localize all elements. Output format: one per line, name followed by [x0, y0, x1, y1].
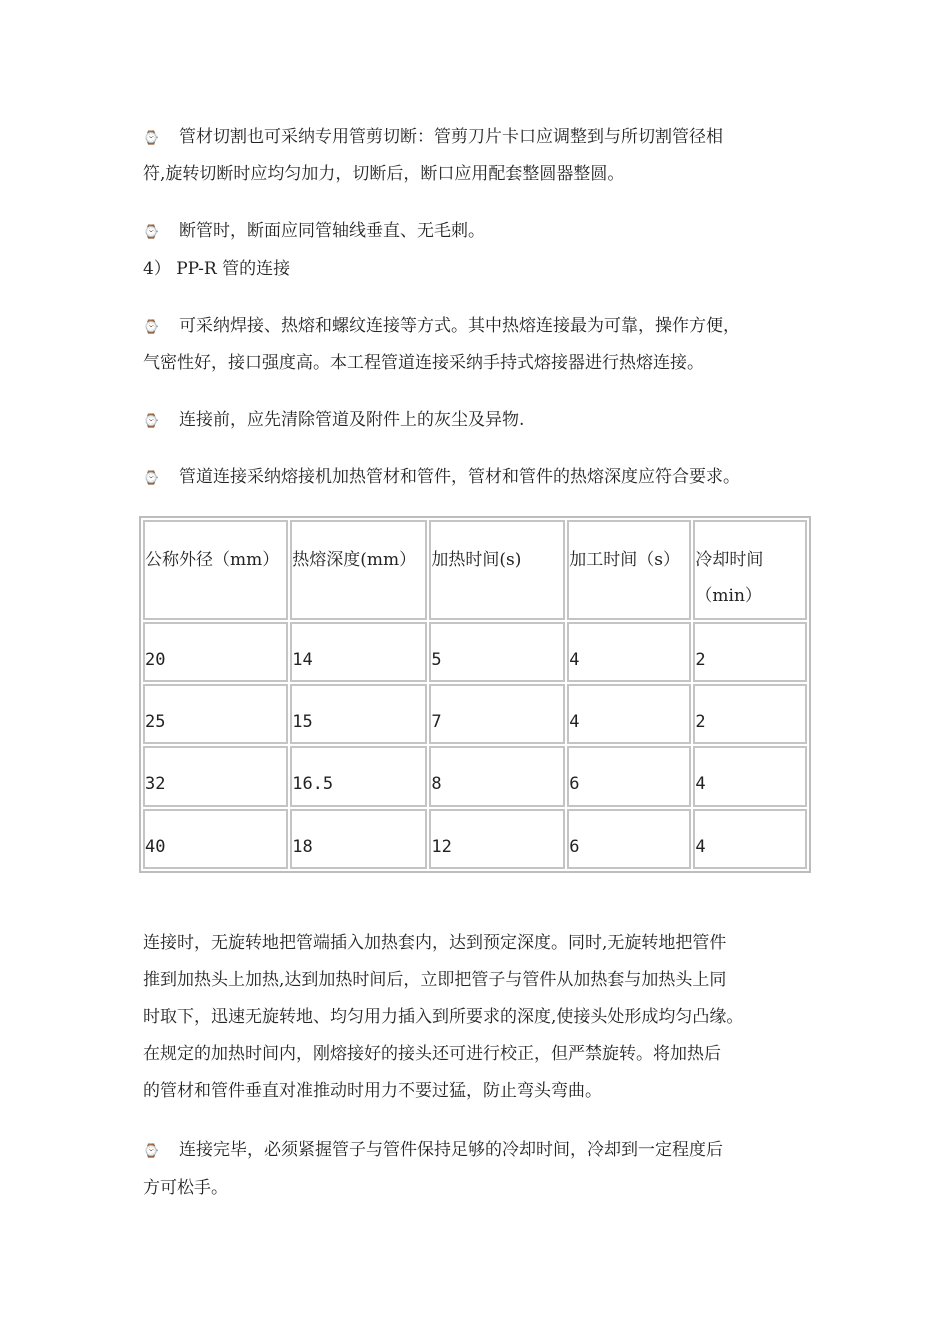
clock-bullet-icon: ⌚ — [143, 225, 160, 240]
paragraph-line: 时取下，迅速无旋转地、均匀用力插入到所要求的深度,使接头处形成均匀凸缘。 — [143, 1007, 744, 1027]
table-cell: 7 — [429, 684, 565, 744]
paragraph-line: 符,旋转切断时应均匀加力，切断后，断口应用配套整圆器整圆。 — [143, 164, 625, 184]
paragraph-text: 断管时，断面应同管轴线垂直、无毛刺。 — [179, 221, 485, 241]
table-cell: 4 — [567, 622, 691, 682]
paragraph-line: 连接时，无旋转地把管端插入加热套内，达到预定深度。同时,无旋转地把管件 — [143, 933, 727, 953]
table-cell: 4 — [567, 684, 691, 744]
table-cell: 5 — [429, 622, 565, 682]
table-header-cell: 热熔深度(mm） — [290, 520, 427, 620]
table-cell: 16.5 — [290, 746, 427, 806]
clock-bullet-icon: ⌚ — [143, 471, 160, 486]
clock-bullet-icon: ⌚ — [143, 414, 160, 429]
table-header-row — [143, 520, 807, 620]
table-cell: 14 — [290, 622, 427, 682]
clock-bullet-icon: ⌚ — [143, 131, 160, 146]
paragraph-text: 连接前，应先清除管道及附件上的灰尘及异物. — [179, 410, 525, 430]
hot-melt-spec-table — [139, 516, 811, 873]
paragraph-line: 推到加热头上加热,达到加热时间后，立即把管子与管件从加热套与加热头上同 — [143, 970, 727, 990]
table-cell: 4 — [693, 746, 807, 806]
table-cell: 4 — [693, 809, 807, 869]
paragraph-text: 管材切割也可采纳专用管剪切断：管剪刀片卡口应调整到与所切割管径相 — [179, 127, 723, 147]
paragraph-line — [143, 221, 485, 243]
table-cell: 2 — [693, 684, 807, 744]
paragraph-line — [143, 410, 524, 432]
table-cell: 2 — [693, 622, 807, 682]
table-header-cell: 加工时间（s） — [567, 520, 691, 620]
section-heading: 4） PP-R 管的连接 — [143, 259, 291, 279]
table-cell: 15 — [290, 684, 427, 744]
table-row — [143, 746, 807, 806]
paragraph-line — [143, 316, 740, 338]
clock-bullet-icon: ⌚ — [143, 320, 160, 335]
table-cell: 6 — [567, 746, 691, 806]
paragraph-text: 可采纳焊接、热熔和螺纹连接等方式。其中热熔连接最为可靠，操作方便， — [179, 316, 740, 336]
paragraph-line: 的管材和管件垂直对准推动时用力不要过猛，防止弯头弯曲。 — [143, 1081, 602, 1101]
table-header-cell: 冷却时间（min） — [693, 520, 807, 620]
table-cell: 6 — [567, 809, 691, 869]
paragraph-text: 管道连接采纳熔接机加热管材和管件，管材和管件的热熔深度应符合要求。 — [179, 467, 740, 487]
paragraph-line: 方可松手。 — [143, 1178, 228, 1198]
table-cell: 20 — [143, 622, 288, 682]
table-header-cell: 加热时间(s) — [429, 520, 565, 620]
paragraph-line — [143, 127, 723, 149]
table-cell: 8 — [429, 746, 565, 806]
table-cell: 25 — [143, 684, 288, 744]
clock-bullet-icon: ⌚ — [143, 1144, 160, 1159]
table-cell: 40 — [143, 809, 288, 869]
table-header-cell: 公称外径（mm） — [143, 520, 288, 620]
paragraph-text: 连接完毕，必须紧握管子与管件保持足够的冷却时间，冷却到一定程度后 — [179, 1140, 723, 1160]
table-row — [143, 809, 807, 869]
paragraph-line: 在规定的加热时间内，刚熔接好的接头还可进行校正，但严禁旋转。将加热后 — [143, 1044, 721, 1064]
table-cell: 18 — [290, 809, 427, 869]
paragraph-line — [143, 467, 740, 489]
paragraph-line — [143, 1140, 723, 1162]
paragraph-line: 气密性好，接口强度高。本工程管道连接采纳手持式熔接器进行热熔连接。 — [143, 353, 704, 373]
table-row — [143, 622, 807, 682]
table-cell: 12 — [429, 809, 565, 869]
table-row — [143, 684, 807, 744]
table-cell: 32 — [143, 746, 288, 806]
